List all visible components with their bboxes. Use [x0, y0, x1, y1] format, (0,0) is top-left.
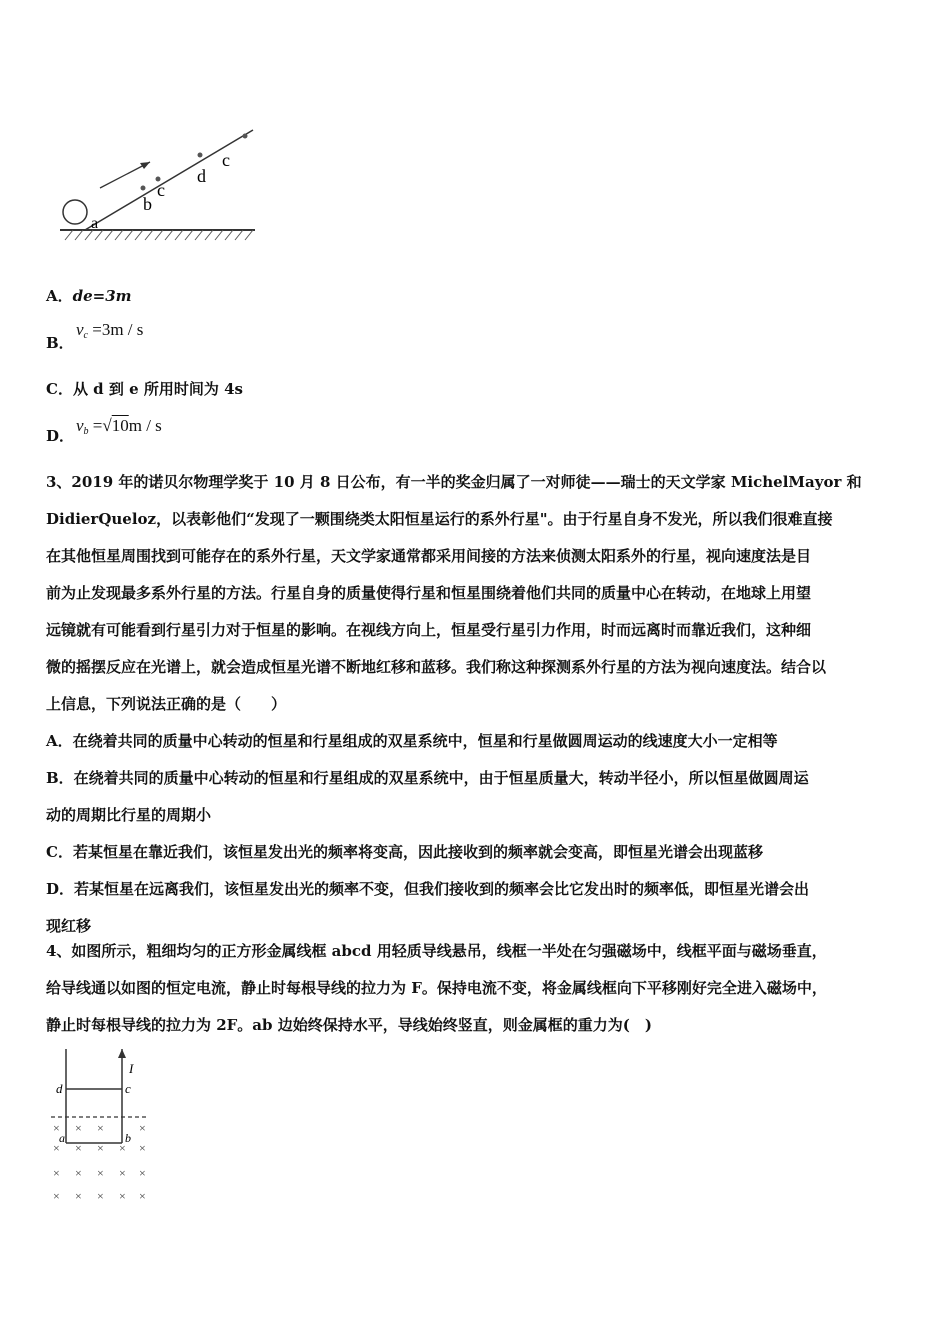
- label-b: b: [143, 194, 152, 214]
- q3-line: 上信息，下列说法正确的是（ ）: [46, 695, 287, 713]
- cross: ×: [53, 1141, 60, 1155]
- cross: ×: [139, 1166, 146, 1180]
- cross: ×: [97, 1141, 104, 1155]
- label-c1: c: [157, 180, 165, 200]
- cross: ×: [53, 1189, 60, 1203]
- point-d: [198, 153, 203, 158]
- cross: ×: [119, 1189, 126, 1203]
- label-current: I: [129, 1061, 134, 1076]
- q2-option-b-formula: $v_c =3m / s$: [76, 320, 144, 341]
- q2-option-c: C．从 d 到 e 所用时间为 4s: [46, 380, 243, 398]
- q3-option: C．若某恒星在靠近我们，该恒星发出光的频率将变高，因此接收到的频率就会变高，即恒星光谱会出现蓝移: [46, 843, 763, 861]
- q4-line: 静止时每根导线的拉力为 2F。ab 边始终保持水平，导线始终竖直，则金属框的重力为( ): [46, 1016, 652, 1034]
- q4-line: 4、如图所示，粗细均匀的正方形金属线框 abcd 用轻质导线悬吊，线框一半处在匀强磁场中，线框平面与磁场垂直，: [46, 942, 827, 960]
- cross: ×: [139, 1121, 146, 1135]
- cross: ×: [75, 1189, 82, 1203]
- incline-line: [85, 130, 253, 230]
- label-a: a: [91, 215, 99, 232]
- question-4: [46, 933, 908, 1044]
- cross: ×: [75, 1141, 82, 1155]
- q3-line: 3、2019 年的诺贝尔物理学奖于 10 月 8 日公布，有一半的奖金归属了一对师徒——瑞士的天文学家 MichelMayor 和: [46, 473, 862, 491]
- cross: ×: [53, 1121, 60, 1135]
- incline-diagram: [55, 118, 260, 248]
- point-e: [243, 134, 248, 139]
- label-b: b: [125, 1131, 131, 1145]
- field-crosses: [53, 1121, 146, 1203]
- motion-arrow: [100, 162, 150, 188]
- q3-option: 动的周期比行星的周期小: [46, 806, 212, 824]
- q3-line: 在其他恒星周围找到可能存在的系外行星，天文学家通常都采用间接的方法来侦测太阳系外的行星，视向速度法是目: [46, 547, 812, 565]
- cross: ×: [97, 1189, 104, 1203]
- q3-line: 前为止发现最多系外行星的方法。行星自身的质量使得行星和恒星围绕着他们共同的质量中心在转动，在地球上用望: [46, 584, 812, 602]
- label-c2: c: [222, 150, 230, 170]
- cross: ×: [53, 1166, 60, 1180]
- q3-option: A．在绕着共同的质量中心转动的恒星和行星组成的双星系统中，恒星和行星做圆周运动的线速度大小一定相等: [46, 732, 778, 750]
- magnetic-frame-diagram: [45, 1045, 165, 1205]
- cross: ×: [139, 1189, 146, 1203]
- q3-option: B．在绕着共同的质量中心转动的恒星和行星组成的双星系统中，由于恒星质量大，转动半径小，所以恒星做圆周运: [46, 769, 809, 787]
- label-d: d: [56, 1081, 63, 1096]
- cross: ×: [75, 1121, 82, 1135]
- point-b: [141, 186, 146, 191]
- label-d: d: [197, 166, 206, 186]
- q2-option-a: A．de=3m: [46, 287, 132, 305]
- current-arrow: [118, 1049, 126, 1058]
- q2-option-b-label: B．: [46, 334, 74, 352]
- q2-option-d-formula: $v_b =√10m / s$: [76, 416, 162, 437]
- q4-line: 给导线通以如图的恒定电流，静止时每根导线的拉力为 F。保持电流不变，将金属线框向下平移刚好完全进入磁场中，: [46, 979, 827, 997]
- cross: ×: [75, 1166, 82, 1180]
- q2-option-d-label: D．: [46, 427, 75, 445]
- q3-line: DidierQueloz，以表彰他们“发现了一颗围绕类太阳恒星运行的系外行星"。由于行星自身不发光，所以我们很难直接: [46, 510, 833, 528]
- cross: ×: [119, 1141, 126, 1155]
- cross: ×: [97, 1166, 104, 1180]
- label-c: c: [125, 1081, 131, 1096]
- cross: ×: [119, 1166, 126, 1180]
- label-a: a: [59, 1131, 65, 1145]
- q3-line: 远镜就有可能看到行星引力对于恒星的影响。在视线方向上，恒星受行星引力作用，时而远离时而靠近我们，这种细: [46, 621, 812, 639]
- q3-line: 微的摇摆反应在光谱上，就会造成恒星光谱不断地红移和蓝移。我们称这种探测系外行星的方法为视向速度法。结合以: [46, 658, 827, 676]
- question-3: [46, 464, 908, 945]
- q3-option: D．若某恒星在远离我们，该恒星发出光的频率不变，但我们接收到的频率会比它发出时的频率低，即恒星光谱会出: [46, 880, 810, 898]
- cross: ×: [139, 1141, 146, 1155]
- cross: ×: [97, 1121, 104, 1135]
- q3-option: 现红移: [46, 917, 92, 935]
- ball: [63, 200, 87, 224]
